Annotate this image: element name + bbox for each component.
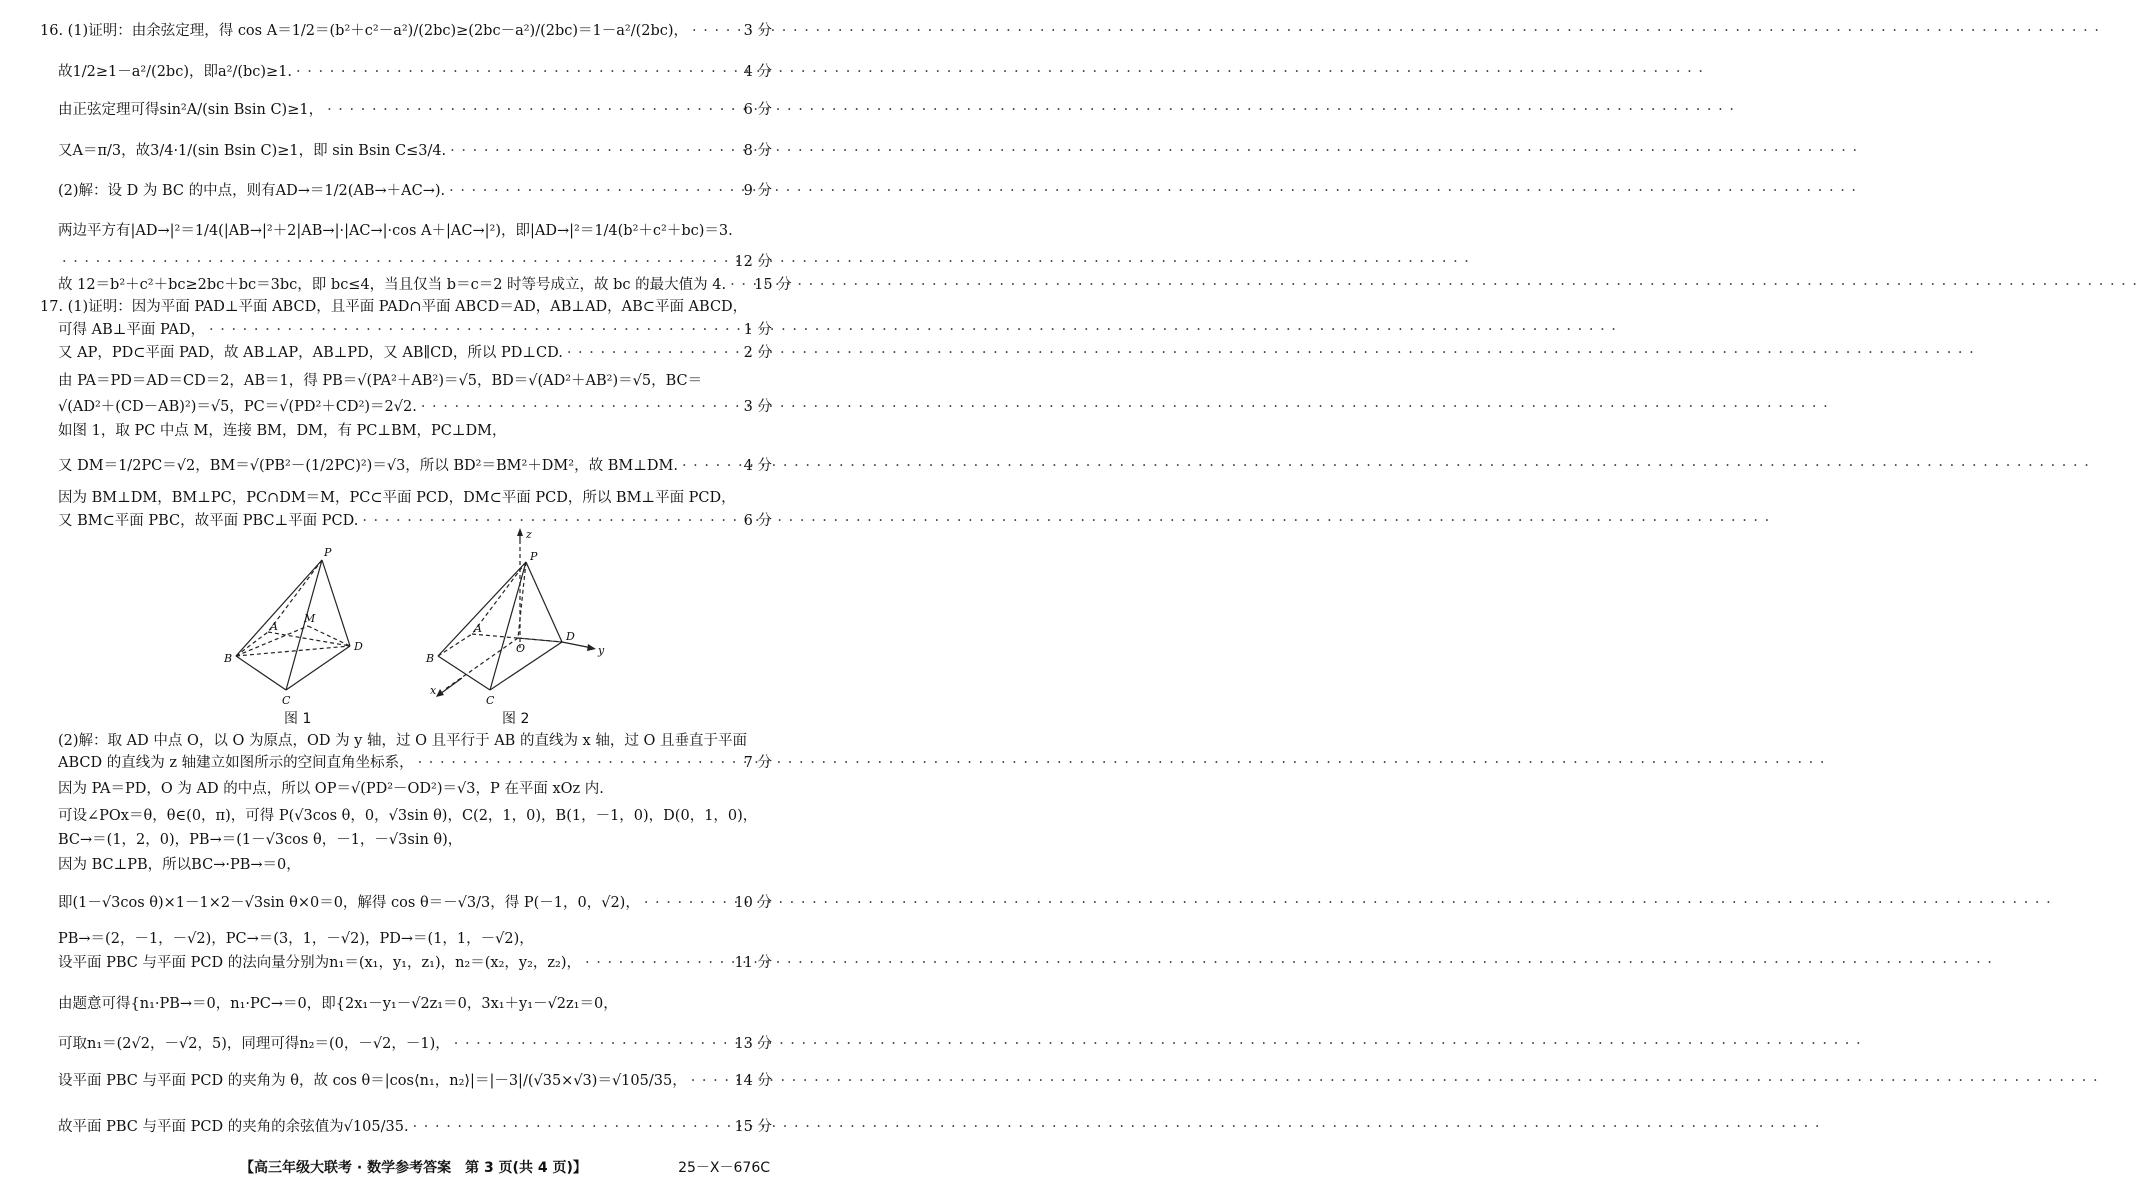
solution-line: 又 BM⊂平面 PBC，故平面 PBC⊥平面 PCD. · · · 6 分 (58, 512, 772, 530)
score: 2 分 (743, 345, 772, 361)
solution-line: 故平面 PBC 与平面 PCD 的夹角的余弦值为√105/35. · · · 15 分 (58, 1118, 772, 1136)
score: 15 分 (734, 1119, 772, 1135)
solution-line: 16. (1)证明：由余弦定理，得 cos A＝1/2＝(b²＋c²－a²)/(2bc)≥(2bc－a²)/(2bc)＝1－a²/(2bc)， · · · 3 分 (40, 22, 772, 40)
footer-code: 25－X－676C (678, 1160, 770, 1176)
solution-line: 因为 BM⊥DM，BM⊥PC，PC∩DM＝M，PC⊂平面 PCD，DM⊂平面 PCD，所以 BM⊥平面 PCD， (58, 490, 736, 506)
score: 6 分 (743, 102, 772, 118)
solution-line: 故1/2≥1－a²/(2bc)，即a²/(bc)≥1. · · · 4 分 (58, 63, 772, 81)
leader-dots (682, 457, 740, 475)
solution-line: 可设∠POx＝θ，θ∈(0，π)，可得 P(√3cos θ，0，√3sin θ)，C(2，1，0)，B(1，－1，0)，D(0，1，0)， (58, 808, 758, 824)
label-b: B (224, 652, 233, 665)
figure-2-caption: 图 2 (502, 711, 530, 727)
leader-dots (413, 1118, 731, 1136)
score: 7 分 (743, 755, 772, 771)
leader-dots (691, 1072, 731, 1090)
solution-line: 由正弦定理可得sin²A/(sin Bsin C)≥1， · · · 6 分 (58, 101, 772, 119)
y-arrowhead (587, 644, 596, 651)
leader-dots (692, 22, 740, 40)
solution-line: 又 AP，PD⊂平面 PAD，故 AB⊥AP，AB⊥PD，又 AB∥CD，所以 PD⊥CD. · · · 2 分 (58, 344, 772, 362)
solution-line: 由题意可得{n₁·PB→＝0，n₁·PC→＝0，即{2x₁－y₁－√2z₁＝0，3x₁＋y₁－√2z₁＝0， (58, 996, 618, 1012)
solution-line: 又 DM＝1/2PC＝√2，BM＝√(PB²－(1/2PC)²)＝√3，所以 BD²＝BM²＋DM²，故 BM⊥DM. · · · 4 分 (58, 457, 772, 475)
leader-dots (730, 276, 750, 294)
score: 8 分 (743, 143, 772, 159)
solution-line (58, 253, 772, 271)
label-m: M (304, 612, 316, 625)
solution-line: 故 12＝b²＋c²＋bc≥2bc＋bc＝3bc，即 bc≤4，当且仅当 b＝c＝2 时等号成立，故 bc 的最大值为 4. · · · 15 分 (58, 276, 772, 294)
leader-dots (327, 101, 740, 119)
z-arrowhead (517, 528, 523, 536)
leader-dots (296, 63, 740, 81)
solution-line: PB→＝(2，－1，－√2)，PC→＝(3，1，－√2)，PD→＝(1，1，－√2)， (58, 931, 534, 947)
solution-line: √(AD²＋(CD－AB)²)＝√5，PC＝√(PD²＋CD²)＝2√2. · · · 3 分 (58, 398, 772, 416)
axis-x-dashed (444, 638, 518, 690)
score: 4 分 (743, 458, 772, 474)
score: 4 分 (743, 64, 772, 80)
solution-line: (2)解：设 D 为 BC 的中点，则有AD→＝1/2(AB→＋AC→). · · · 9 分 (58, 182, 772, 200)
label-z: z (526, 528, 532, 541)
leader-dots (209, 321, 740, 339)
geometry-figures (200, 528, 620, 728)
score: 3 分 (743, 23, 772, 39)
solution-line: 17. (1)证明：因为平面 PAD⊥平面 ABCD，且平面 PAD∩平面 ABCD＝AD，AB⊥AD，AB⊂平面 ABCD， (40, 299, 748, 315)
answer-page (0, 0, 800, 1187)
figure-2 (438, 532, 592, 694)
score: 15 分 (754, 277, 792, 293)
label-c: C (486, 694, 495, 707)
label-p: P (324, 546, 332, 559)
solution-line: 可取n₁＝(2√2，－√2，5)，同理可得n₂＝(0，－√2，－1)， · · · 13 分 (58, 1035, 772, 1053)
figures (200, 528, 620, 728)
score: 9 分 (743, 183, 772, 199)
edge-bc (236, 656, 286, 690)
leader-dots (62, 253, 730, 271)
solution-line: 可得 AB⊥平面 PAD， · · · 1 分 (58, 321, 772, 339)
edge-ab (236, 632, 268, 656)
axis-x (440, 678, 462, 694)
leader-dots (567, 344, 740, 362)
solution-line: (2)解：取 AD 中点 O，以 O 为原点，OD 为 y 轴，过 O 且平行于 AB 的直线为 x 轴，过 O 且垂直于平面 (58, 733, 747, 749)
solution-line: 由 PA＝PD＝AD＝CD＝2，AB＝1，得 PB＝√(PA²＋AB²)＝√5，BD＝√(AD²＋AB²)＝√5，BC＝ (58, 373, 703, 389)
solution-line: BC→＝(1，2，0)，PB→＝(1－√3cos θ，－1，－√3sin θ)， (58, 832, 463, 848)
label-y: y (598, 644, 605, 657)
label-o: O (516, 642, 526, 655)
score: 10 分 (734, 895, 772, 911)
score: 6 分 (743, 513, 772, 529)
leader-dots (449, 182, 740, 200)
label-a: A (474, 622, 482, 635)
leader-dots (585, 954, 730, 972)
edge-cd (490, 642, 562, 690)
score: 13 分 (734, 1036, 772, 1052)
figure-1-caption: 图 1 (284, 711, 312, 727)
edge-po (518, 562, 526, 638)
edge-pd (322, 560, 350, 646)
solution-line: 即(1－√3cos θ)×1－1×2－√3sin θ×0＝0，解得 cos θ＝－√3/3，得 P(－1，0，√2)， · · · 10 分 (58, 894, 772, 912)
figure-1 (236, 560, 350, 690)
solution-line: 因为 PA＝PD，O 为 AD 的中点，所以 OP＝√(PD²－OD²)＝√3，P 在平面 xOz 内. (58, 781, 604, 797)
edge-bd (236, 646, 350, 656)
label-p: P (530, 550, 538, 563)
leader-dots (421, 398, 740, 416)
edge-ad (268, 632, 350, 646)
leader-dots (418, 754, 740, 772)
label-d: D (566, 630, 575, 643)
solution-line: 因为 BC⊥PB，所以BC→·PB→＝0， (58, 857, 301, 873)
score: 3 分 (743, 399, 772, 415)
label-a: A (270, 620, 278, 633)
label-c: C (282, 694, 291, 707)
solution-line: ABCD 的直线为 z 轴建立如图所示的空间直角坐标系， · · · 7 分 (58, 754, 772, 772)
solution-line: 两边平方有|AD→|²＝1/4(|AB→|²＋2|AB→|·|AC→|·cos A＋|AC→|²)，即|AD→|²＝1/4(b²＋c²＋bc)＝3. (58, 223, 733, 239)
score: 11 分 (734, 955, 772, 971)
solution-line: 又A＝π/3，故3/4·1/(sin Bsin C)≥1，即 sin Bsin C≤3/4. · · · 8 分 (58, 142, 772, 160)
score: 1 分 (743, 322, 772, 338)
leader-dots (644, 894, 731, 912)
score: 14 分 (734, 1073, 772, 1089)
leader-dots (454, 1035, 731, 1053)
leader-dots (450, 142, 739, 160)
label-x: x (430, 684, 437, 697)
edge-cd (286, 646, 350, 690)
solution-line: 设平面 PBC 与平面 PCD 的法向量分别为n₁＝(x₁，y₁，z₁)，n₂＝(x₂，y₂，z₂)， · · · 11 分 (58, 954, 772, 972)
label-b: B (426, 652, 435, 665)
solution-line: 如图 1，取 PC 中点 M，连接 BM，DM，有 PC⊥BM，PC⊥DM， (58, 423, 507, 439)
x-arrowhead (436, 689, 444, 697)
footer-title: 【高三年级大联考 · 数学参考答案 第 3 页(共 4 页)】 (240, 1160, 587, 1176)
edge-dm (308, 626, 350, 646)
label-d: D (354, 640, 363, 653)
edge-pd (526, 562, 562, 642)
score: 12 分 (734, 254, 772, 270)
solution-line: 设平面 PBC 与平面 PCD 的夹角为 θ，故 cos θ＝|cos⟨n₁，n₂⟩|＝|－3|/(√35×√3)＝√105/35， · · · 14 分 (58, 1072, 772, 1090)
edge-bc (438, 656, 490, 690)
